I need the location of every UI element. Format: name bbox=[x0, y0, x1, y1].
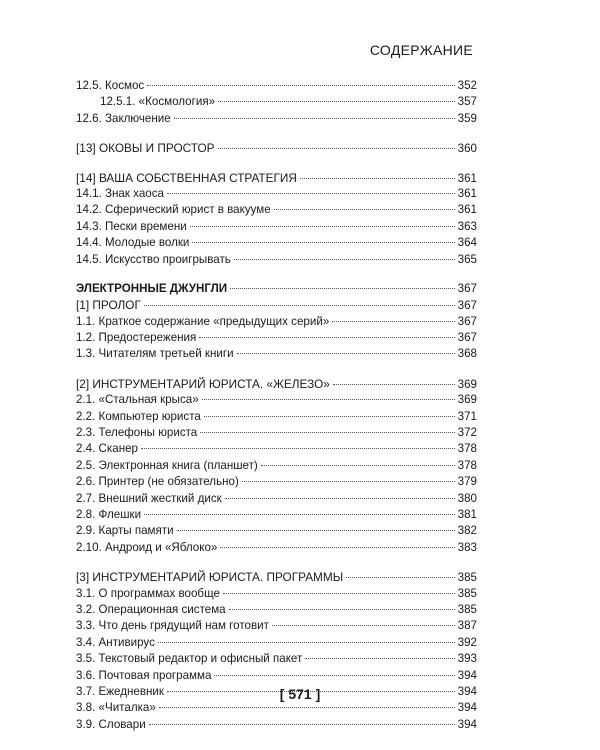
dot-leader bbox=[218, 101, 455, 102]
toc-entry-title: 3.7. Ежедневник bbox=[76, 684, 164, 698]
toc-entry-title: [1] ПРОЛОГ bbox=[76, 298, 141, 313]
toc-entry bbox=[76, 94, 477, 110]
dot-leader bbox=[199, 337, 454, 338]
toc-entry bbox=[76, 78, 477, 94]
dot-leader bbox=[214, 675, 454, 676]
table-of-contents bbox=[76, 78, 477, 746]
toc-entry bbox=[76, 441, 477, 457]
toc-entry bbox=[76, 425, 477, 441]
toc-entry-title: [14] ВАША СОБСТВЕННАЯ СТРАТЕГИЯ bbox=[76, 170, 297, 185]
toc-section bbox=[76, 281, 477, 363]
toc-entry-title: 2.9. Карты памяти bbox=[76, 524, 174, 538]
toc-entry bbox=[76, 202, 477, 218]
toc-chapter-entry bbox=[76, 170, 477, 186]
toc-entry bbox=[76, 409, 477, 425]
toc-entry-page: 359 bbox=[457, 111, 477, 125]
dot-leader bbox=[346, 577, 454, 578]
toc-entry-title: 12.5.1. «Космология» bbox=[100, 95, 216, 109]
toc-entry-title: 14.2. Сферический юрист в вакууме bbox=[76, 203, 271, 217]
toc-entry-page: 394 bbox=[457, 701, 477, 715]
toc-entry-title: 3.2. Операционная система bbox=[76, 602, 226, 616]
toc-entry-page: 385 bbox=[457, 586, 477, 600]
toc-entry-title: 2.4. Сканер bbox=[76, 442, 139, 456]
dot-leader bbox=[234, 259, 455, 260]
toc-entry-page: 360 bbox=[457, 142, 477, 156]
toc-entry-page: 357 bbox=[457, 95, 477, 109]
toc-entry-page: 371 bbox=[457, 409, 477, 423]
dot-leader bbox=[332, 321, 454, 322]
toc-entry-page: 385 bbox=[457, 602, 477, 616]
toc-entry bbox=[76, 717, 477, 733]
toc-entry-page: 378 bbox=[457, 442, 477, 456]
dot-leader bbox=[230, 288, 455, 289]
toc-entry-title: 14.3. Пески времени bbox=[76, 219, 187, 233]
toc-entry bbox=[76, 111, 477, 127]
toc-entry-title: 14.5. Искусство проигрывать bbox=[76, 252, 231, 266]
toc-entry-page: 364 bbox=[457, 236, 477, 250]
toc-entry bbox=[76, 392, 477, 408]
toc-section bbox=[76, 569, 477, 733]
toc-entry bbox=[76, 252, 477, 268]
toc-entry-title: [13] ОКОВЫ И ПРОСТОР bbox=[76, 141, 215, 156]
toc-entry bbox=[76, 540, 477, 556]
toc-entry bbox=[76, 186, 477, 202]
toc-entry bbox=[76, 235, 477, 251]
dot-leader bbox=[300, 178, 455, 179]
toc-entry-page: 381 bbox=[457, 507, 477, 521]
dot-leader bbox=[144, 514, 455, 515]
toc-section bbox=[76, 170, 477, 268]
dot-leader bbox=[147, 85, 454, 86]
toc-chapter-entry bbox=[76, 140, 477, 156]
dot-leader bbox=[274, 209, 455, 210]
toc-entry-title: 2.8. Флешки bbox=[76, 507, 142, 521]
toc-part-entry bbox=[76, 281, 477, 297]
dot-leader bbox=[174, 118, 455, 119]
toc-entry-page: 385 bbox=[457, 571, 477, 585]
toc-entry bbox=[76, 668, 477, 684]
dot-leader bbox=[305, 658, 454, 659]
dot-leader bbox=[225, 498, 455, 499]
dot-leader bbox=[158, 642, 455, 643]
dot-leader bbox=[261, 465, 455, 466]
toc-entry-page: 392 bbox=[457, 635, 477, 649]
dot-leader bbox=[229, 609, 455, 610]
toc-entry-page: 387 bbox=[457, 619, 477, 633]
dot-leader bbox=[192, 242, 454, 243]
toc-entry-title: 2.5. Электронная книга (планшет) bbox=[76, 458, 258, 472]
toc-entry bbox=[76, 700, 477, 716]
toc-entry bbox=[76, 474, 477, 490]
toc-entry-title: 2.3. Телефоны юриста bbox=[76, 426, 198, 440]
toc-entry-title: 2.7. Внешний жесткий диск bbox=[76, 491, 222, 505]
toc-entry-title: 12.5. Космос bbox=[76, 79, 145, 92]
toc-entry bbox=[76, 219, 477, 235]
toc-entry-page: 369 bbox=[457, 393, 477, 407]
page-number: [ 571 ] bbox=[279, 686, 321, 702]
toc-entry bbox=[76, 330, 477, 346]
toc-chapter-entry bbox=[76, 376, 477, 392]
toc-entry-page: 372 bbox=[457, 426, 477, 440]
toc-entry bbox=[76, 618, 477, 634]
dot-leader bbox=[177, 530, 455, 531]
dot-leader bbox=[223, 593, 455, 594]
toc-entry-title: 1.2. Предостережения bbox=[76, 331, 197, 345]
toc-entry-title: 14.4. Молодые волки bbox=[76, 236, 190, 250]
toc-entry bbox=[76, 602, 477, 618]
toc-entry-page: 367 bbox=[457, 331, 477, 345]
dot-leader bbox=[200, 432, 454, 433]
toc-entry-title: 3.1. О программах вообще bbox=[76, 586, 220, 600]
toc-chapter-entry bbox=[76, 569, 477, 585]
toc-entry bbox=[76, 491, 477, 507]
toc-entry-page: 361 bbox=[457, 203, 477, 217]
dot-leader bbox=[141, 448, 455, 449]
toc-entry bbox=[76, 523, 477, 539]
toc-entry-title: 12.6. Заключение bbox=[76, 111, 171, 125]
toc-entry-page: 394 bbox=[457, 668, 477, 682]
toc-entry-page: 382 bbox=[457, 524, 477, 538]
toc-entry bbox=[76, 458, 477, 474]
dot-leader bbox=[333, 384, 455, 385]
toc-entry-page: 393 bbox=[457, 652, 477, 666]
toc-entry-page: 394 bbox=[457, 684, 477, 698]
toc-entry-title: 3.4. Антивирус bbox=[76, 635, 155, 649]
toc-entry-title: 14.1. Знак хаоса bbox=[76, 186, 164, 200]
toc-entry-title: ЭЛЕКТРОННЫЕ ДЖУНГЛИ bbox=[76, 281, 228, 295]
toc-entry bbox=[76, 651, 477, 667]
toc-entry bbox=[76, 346, 477, 362]
dot-leader bbox=[237, 353, 455, 354]
toc-entry-page: 361 bbox=[457, 171, 477, 185]
toc-entry-title: [2] ИНСТРУМЕНТАРИЙ ЮРИСТА. «ЖЕЛЕЗО» bbox=[76, 376, 330, 391]
toc-entry-title: 2.2. Компьютер юриста bbox=[76, 409, 201, 423]
toc-section bbox=[76, 78, 477, 127]
toc-entry-page: 361 bbox=[457, 186, 477, 200]
dot-leader bbox=[220, 547, 454, 548]
dot-leader bbox=[242, 481, 455, 482]
toc-entry-page: 367 bbox=[457, 314, 477, 328]
toc-entry-page: 367 bbox=[457, 281, 477, 295]
dot-leader bbox=[159, 707, 455, 708]
toc-chapter-entry bbox=[76, 297, 477, 313]
dot-leader bbox=[202, 399, 455, 400]
toc-entry-title: 1.1. Краткое содержание «предыдущих серий» bbox=[76, 314, 330, 328]
toc-section bbox=[76, 140, 477, 156]
toc-entry-title: 1.3. Читателям третьей книги bbox=[76, 347, 234, 361]
toc-entry-page: 383 bbox=[457, 540, 477, 554]
toc-entry-title: [3] ИНСТРУМЕНТАРИЙ ЮРИСТА. ПРОГРАММЫ bbox=[76, 570, 344, 585]
toc-entry-page: 369 bbox=[457, 377, 477, 391]
toc-entry-title: 2.6. Принтер (не обязательно) bbox=[76, 475, 239, 489]
toc-entry-title: 3.5. Текстовый редактор и офисный пакет bbox=[76, 652, 303, 666]
toc-entry-page: 352 bbox=[457, 79, 477, 92]
toc-entry-title: 2.10. Андроид и «Яблоко» bbox=[76, 540, 218, 554]
toc-entry-title: 3.8. «Читалка» bbox=[76, 701, 156, 715]
dot-leader bbox=[167, 193, 455, 194]
toc-entry bbox=[76, 635, 477, 651]
toc-section bbox=[76, 376, 477, 556]
toc-entry bbox=[76, 314, 477, 330]
toc-entry-page: 394 bbox=[457, 717, 477, 731]
toc-entry-title: 3.3. Что день грядущий нам готовит bbox=[76, 619, 269, 633]
toc-entry-title: 3.6. Почтовая программа bbox=[76, 668, 212, 682]
toc-entry bbox=[76, 507, 477, 523]
toc-entry-page: 379 bbox=[457, 475, 477, 489]
toc-entry bbox=[76, 586, 477, 602]
toc-entry-page: 378 bbox=[457, 458, 477, 472]
dot-leader bbox=[149, 724, 455, 725]
dot-leader bbox=[272, 625, 455, 626]
dot-leader bbox=[218, 148, 455, 149]
toc-entry-title: 2.1. «Стальная крыса» bbox=[76, 393, 199, 407]
dot-leader bbox=[204, 416, 455, 417]
toc-entry-page: 367 bbox=[457, 299, 477, 313]
toc-entry-page: 363 bbox=[457, 219, 477, 233]
toc-entry-title: 3.9. Словари bbox=[76, 717, 146, 731]
dot-leader bbox=[144, 305, 455, 306]
running-head: СОДЕРЖАНИЕ bbox=[369, 42, 473, 58]
toc-entry-page: 365 bbox=[457, 252, 477, 266]
dot-leader bbox=[190, 226, 455, 227]
toc-entry-page: 368 bbox=[457, 347, 477, 361]
toc-entry-page: 380 bbox=[457, 491, 477, 505]
